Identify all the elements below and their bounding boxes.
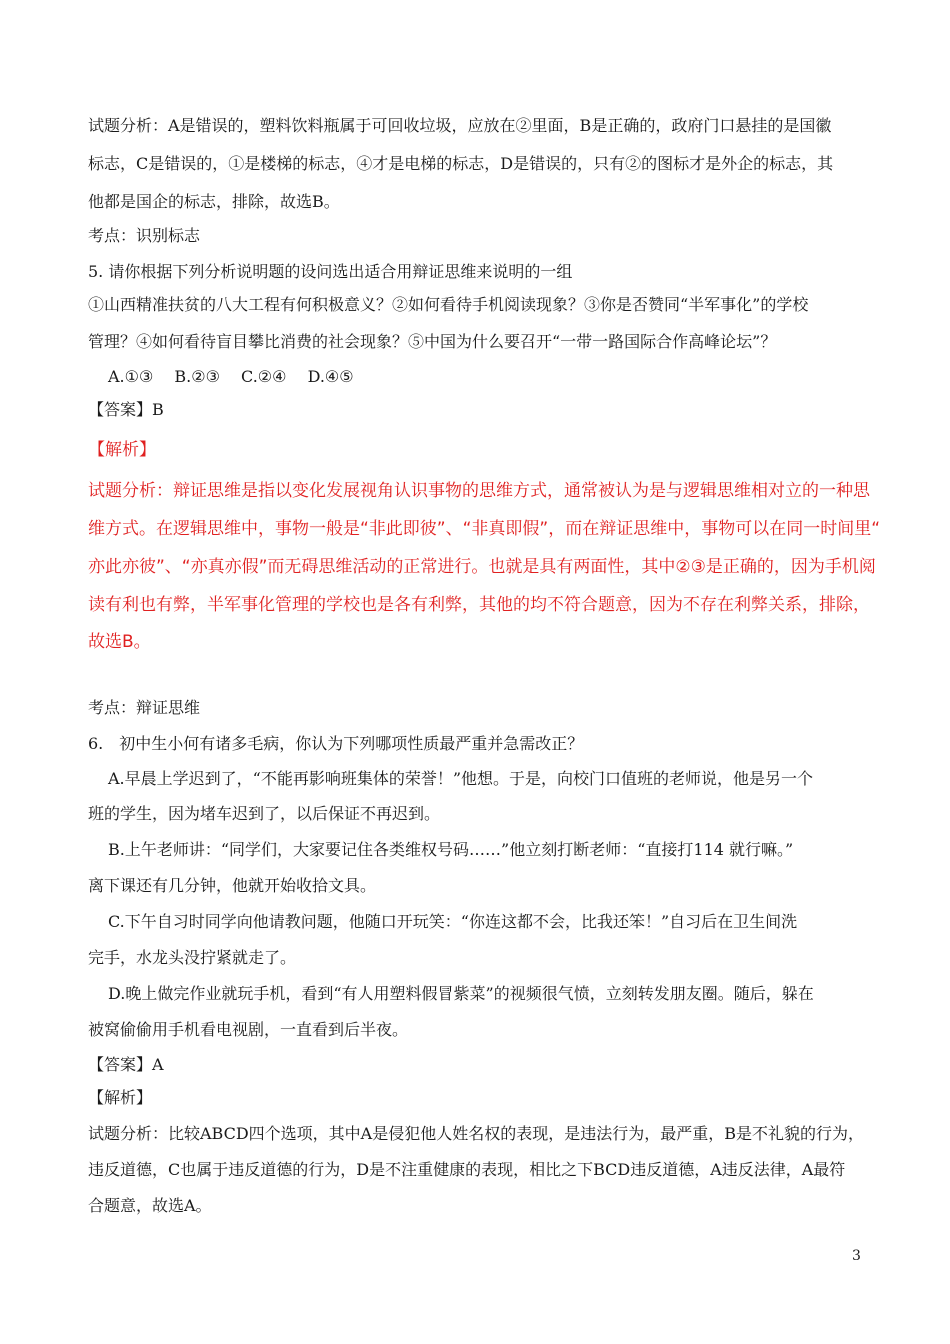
- q5-options: A.①③ B.②③ C.②④ D.④⑤: [108, 367, 354, 386]
- q6-option-b-cont: 离下课还有几分钟，他就开始收拾文具。: [88, 876, 377, 895]
- q5-analysis-line: 试题分析：辩证思维是指以变化发展视角认识事物的思维方式，通常被认为是与逻辑思维相对立的一种思: [88, 481, 870, 501]
- q5-analysis-line: 故选B。: [88, 632, 151, 652]
- q5-jiexi-label: 【解析】: [88, 440, 156, 460]
- q5-kaodian: 考点：辩证思维: [88, 698, 201, 717]
- q5-analysis-line: 维方式。在逻辑思维中，事物一般是“非此即彼”、“非真即假”，而在辩证思维中，事物可以在同一时间里“: [88, 519, 881, 539]
- q6-option-a-cont: 班的学生，因为堵车迟到了，以后保证不再迟到。: [88, 804, 441, 823]
- q5-analysis-line: 亦此亦彼”、“亦真亦假”而无碍思维活动的正常进行。也就是具有两面性，其中②③是正确的，因为手机阅: [88, 557, 876, 577]
- q4-kaodian: 考点：识别标志: [88, 226, 201, 245]
- q4-analysis-line: 标志，C是错误的，①是楼梯的标志，④才是电梯的标志，D是错误的，只有②的图标才是外企的标志，其: [88, 154, 834, 173]
- q5-answer: 【答案】B: [88, 400, 164, 419]
- q6-option-a: A.早晨上学迟到了，“不能再影响班集体的荣誉！”他想。于是，向校门口值班的老师说，他是另一个: [108, 769, 814, 788]
- q6-answer: 【答案】A: [88, 1055, 164, 1074]
- q6-option-c-cont: 完手，水龙头没拧紧就走了。: [88, 948, 297, 967]
- q6-analysis-line: 试题分析：比较ABCD四个选项，其中A是侵犯他人姓名权的表现，是违法行为，最严重，B是不礼貌的行为，: [88, 1124, 864, 1143]
- q6-stem: 6. 初中生小何有诸多毛病，你认为下列哪项性质最严重并急需改正？: [88, 734, 584, 753]
- q6-jiexi-label: 【解析】: [88, 1088, 153, 1107]
- page-number: 3: [852, 1248, 861, 1264]
- q5-items-line: 管理？④如何看待盲目攀比消费的社会现象？⑤中国为什么要召开“一带一路国际合作高峰论坛”？: [88, 332, 777, 351]
- q4-analysis-line: 试题分析：A是错误的，塑料饮料瓶属于可回收垃圾，应放在②里面，B是正确的，政府门口悬挂的是国徽: [88, 116, 832, 135]
- q5-stem: 5. 请你根据下列分析说明题的设问选出适合用辩证思维来说明的一组: [88, 262, 573, 281]
- q5-items-line: ①山西精准扶贫的八大工程有何积极意义？②如何看待手机阅读现象？③你是否赞同“半军事化”的学校: [88, 295, 809, 314]
- q6-analysis-line: 合题意，故选A。: [88, 1196, 212, 1215]
- q6-option-d-cont: 被窝偷偷用手机看电视剧，一直看到后半夜。: [88, 1020, 409, 1039]
- q6-option-b: B.上午老师讲：“同学们，大家要记住各类维权号码……”他立刻打断老师：“直接打114 就行嘛。”: [108, 840, 794, 859]
- q6-analysis-line: 违反道德，C也属于违反道德的行为，D是不注重健康的表现，相比之下BCD违反道德，A违反法律，A最符: [88, 1160, 846, 1179]
- q5-analysis-line: 读有利也有弊，半军事化管理的学校也是各有利弊，其他的均不符合题意，因为不存在利弊关系，排除，: [88, 595, 870, 615]
- q6-option-d: D.晚上做完作业就玩手机，看到“有人用塑料假冒紫菜”的视频很气愤，立刻转发朋友圈。随后，躲在: [108, 984, 814, 1003]
- q6-option-c: C.下午自习时同学向他请教问题，他随口开玩笑：“你连这都不会，比我还笨！”自习后在卫生间洗: [108, 912, 798, 931]
- q4-analysis-line: 他都是国企的标志，排除，故选B。: [88, 192, 340, 211]
